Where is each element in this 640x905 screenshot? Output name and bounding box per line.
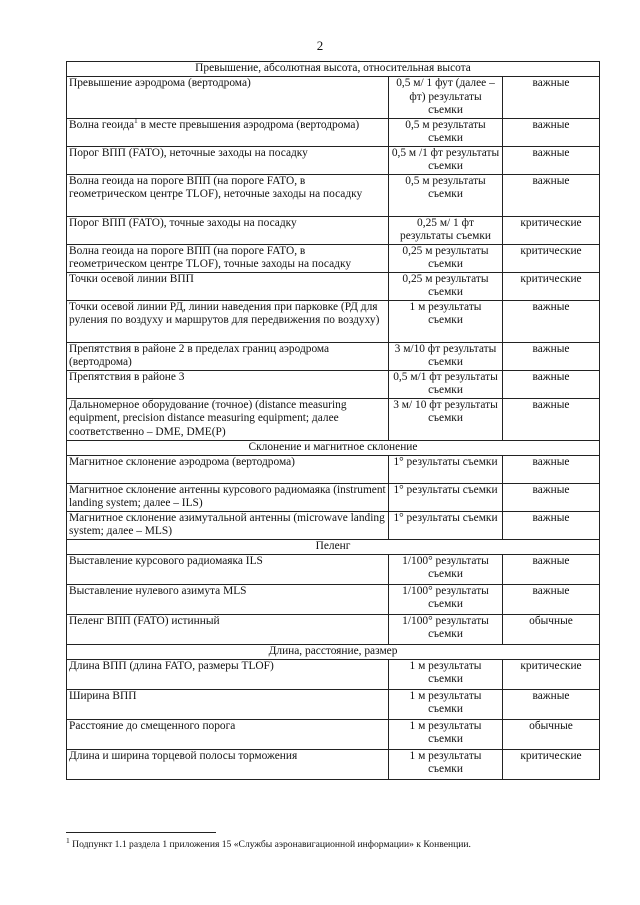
element-name: Волна геоида на пороге ВПП (на пороге FATO, в геометрическом центре TLOF), точные заходы на посадку: [69, 244, 352, 270]
element-name: Дальномерное оборудование (точное) (distance measuring equipment, precision distance measuring equipment; далее соответственно – DME, DME(P): [69, 398, 347, 438]
accuracy-cell: 0,5 м результаты съемки: [389, 174, 503, 216]
accuracy-cell: 1/100° результаты съемки: [389, 614, 503, 644]
element-name-cell: [67, 216, 389, 244]
element-name-cell: [67, 398, 389, 440]
footnote-divider: [66, 832, 216, 833]
page-number: 2: [316, 38, 324, 53]
element-name: Выставление нулевого азимута MLS: [69, 584, 247, 597]
element-name-cell: [67, 614, 389, 644]
section-header-row: [67, 539, 600, 554]
table-row: [67, 584, 600, 614]
element-name-cell: [67, 749, 389, 779]
integrity-class-cell: критические: [503, 244, 600, 272]
element-name: Точки осевой линии ВПП: [69, 272, 194, 285]
integrity-class-cell: обычные: [503, 719, 600, 749]
integrity-class-cell: важные: [503, 146, 600, 174]
table-row: [67, 749, 600, 779]
accuracy-cell: 1° результаты съемки: [389, 455, 503, 483]
integrity-class-cell: важные: [503, 584, 600, 614]
integrity-class-cell: важные: [503, 511, 600, 539]
element-name: Точки осевой линии РД, линии наведения при парковке (РД для руления по воздуху и маршрутов для передвижения по воздуху): [69, 300, 380, 326]
integrity-class-cell: важные: [503, 455, 600, 483]
element-name: Выставление курсового радиомаяка ILS: [69, 554, 263, 567]
accuracy-cell: 0,25 м/ 1 фт результаты съемки: [389, 216, 503, 244]
table-row: [67, 244, 600, 272]
accuracy-cell: 0,25 м результаты съемки: [389, 272, 503, 300]
accuracy-cell: 1/100° результаты съемки: [389, 584, 503, 614]
accuracy-cell: 1° результаты съемки: [389, 511, 503, 539]
element-name: Длина ВПП (длина FATO, размеры TLOF): [69, 659, 274, 672]
element-name: Порог ВПП (FATO), неточные заходы на посадку: [69, 146, 308, 159]
section-header-row: [67, 644, 600, 659]
accuracy-cell: 0,5 м /1 фт результаты съемки: [389, 146, 503, 174]
accuracy-cell: 0,5 м/1 фт результаты съемки: [389, 370, 503, 398]
element-name-continued: в месте превышения аэродрома (вертодрома): [137, 118, 360, 131]
table-row: [67, 554, 600, 584]
accuracy-cell: 1° результаты съемки: [389, 483, 503, 511]
element-name-cell: [67, 342, 389, 370]
integrity-class-cell: важные: [503, 77, 600, 119]
section-title: Склонение и магнитное склонение: [67, 440, 600, 455]
element-name-cell: [67, 554, 389, 584]
integrity-class-cell: важные: [503, 342, 600, 370]
section-title: Пеленг: [67, 539, 600, 554]
accuracy-cell: 0,25 м результаты съемки: [389, 244, 503, 272]
accuracy-cell: 1 м результаты съемки: [389, 659, 503, 689]
element-name: Волна геоида на пороге ВПП (на пороге FATO, в геометрическом центре TLOF), неточные заходы на посадку: [69, 174, 363, 200]
integrity-class-cell: критические: [503, 749, 600, 779]
table-row: [67, 689, 600, 719]
element-name: Магнитное склонение антенны курсового радиомаяка (instrument landing system; далее – ILS): [69, 483, 386, 509]
element-name-cell: [67, 300, 389, 342]
integrity-class-cell: важные: [503, 174, 600, 216]
element-name: Магнитное склонение азимутальной антенны (microwave landing system; далее – MLS): [69, 511, 385, 537]
integrity-class-cell: обычные: [503, 614, 600, 644]
accuracy-cell: 3 м/ 10 фт результаты съемки: [389, 398, 503, 440]
integrity-class-cell: важные: [503, 483, 600, 511]
accuracy-cell: 0,5 м/ 1 фут (далее – фт) результаты съемки: [389, 77, 503, 119]
accuracy-cell: 3 м/10 фт результаты съемки: [389, 342, 503, 370]
accuracy-cell: 1 м результаты съемки: [389, 689, 503, 719]
element-name-cell: [67, 146, 389, 174]
element-name: Препятствия в районе 2 в пределах границ аэродрома (вертодрома): [69, 342, 330, 368]
section-header-row: [67, 440, 600, 455]
element-name-cell: [67, 272, 389, 300]
integrity-class-cell: важные: [503, 554, 600, 584]
element-name: Порог ВПП (FATO), точные заходы на посадку: [69, 216, 297, 229]
element-name-cell: [67, 719, 389, 749]
table-row: [67, 342, 600, 370]
footnote-marker: 1: [66, 835, 70, 845]
footnote-text: Подпункт 1.1 раздела 1 приложения 15 «Службы аэронавигационной информации» к Конвенции.: [69, 839, 471, 850]
element-name-cell: [67, 77, 389, 119]
element-name-cell: [67, 689, 389, 719]
integrity-class-cell: критические: [503, 659, 600, 689]
table-row: [67, 511, 600, 539]
table-row: [67, 455, 600, 483]
element-name-cell: [67, 511, 389, 539]
table-row: [67, 659, 600, 689]
integrity-class-cell: критические: [503, 272, 600, 300]
integrity-class-cell: важные: [503, 370, 600, 398]
data-requirements-table: [66, 61, 600, 780]
table-row: [67, 146, 600, 174]
element-name-cell: [67, 174, 389, 216]
table-row: [67, 300, 600, 342]
table-row: [67, 77, 600, 119]
footnote: [66, 835, 606, 851]
integrity-class-cell: важные: [503, 118, 600, 146]
element-name-cell: [67, 115, 389, 146]
footnote-reference: 1: [134, 115, 138, 125]
integrity-class-cell: важные: [503, 398, 600, 440]
element-name: Ширина ВПП: [69, 689, 137, 702]
element-name: Пеленг ВПП (FATO) истинный: [69, 614, 220, 627]
table-row: [67, 370, 600, 398]
element-name: Магнитное склонение аэродрома (вертодрома): [69, 455, 295, 468]
element-name: Препятствия в районе 3: [69, 370, 185, 383]
table-row: [67, 398, 600, 440]
accuracy-cell: 1 м результаты съемки: [389, 300, 503, 342]
table-row: [67, 483, 600, 511]
element-name: Волна геоида: [69, 118, 135, 131]
table-row: [67, 216, 600, 244]
element-name-cell: [67, 584, 389, 614]
table-row: [67, 174, 600, 216]
table-row: [67, 614, 600, 644]
element-name-cell: [67, 244, 389, 272]
section-title: Превышение, абсолютная высота, относительная высота: [67, 62, 600, 77]
element-name-cell: [67, 483, 389, 511]
section-header-row: [67, 62, 600, 77]
integrity-class-cell: важные: [503, 689, 600, 719]
element-name-cell: [67, 370, 389, 398]
accuracy-cell: 1 м результаты съемки: [389, 719, 503, 749]
table-row: [67, 719, 600, 749]
element-name: Длина и ширина торцевой полосы торможения: [69, 749, 298, 762]
accuracy-cell: 1 м результаты съемки: [389, 749, 503, 779]
section-title: Длина, расстояние, размер: [67, 644, 600, 659]
integrity-class-cell: важные: [503, 300, 600, 342]
accuracy-cell: 1/100° результаты съемки: [389, 554, 503, 584]
integrity-class-cell: критические: [503, 216, 600, 244]
element-name-cell: [67, 659, 389, 689]
accuracy-cell: 0,5 м результаты съемки: [389, 118, 503, 146]
table-row: [67, 118, 600, 146]
element-name: Расстояние до смещенного порога: [69, 719, 236, 732]
table-row: [67, 272, 600, 300]
element-name: Превышение аэродрома (вертодрома): [69, 77, 251, 89]
element-name-cell: [67, 455, 389, 483]
